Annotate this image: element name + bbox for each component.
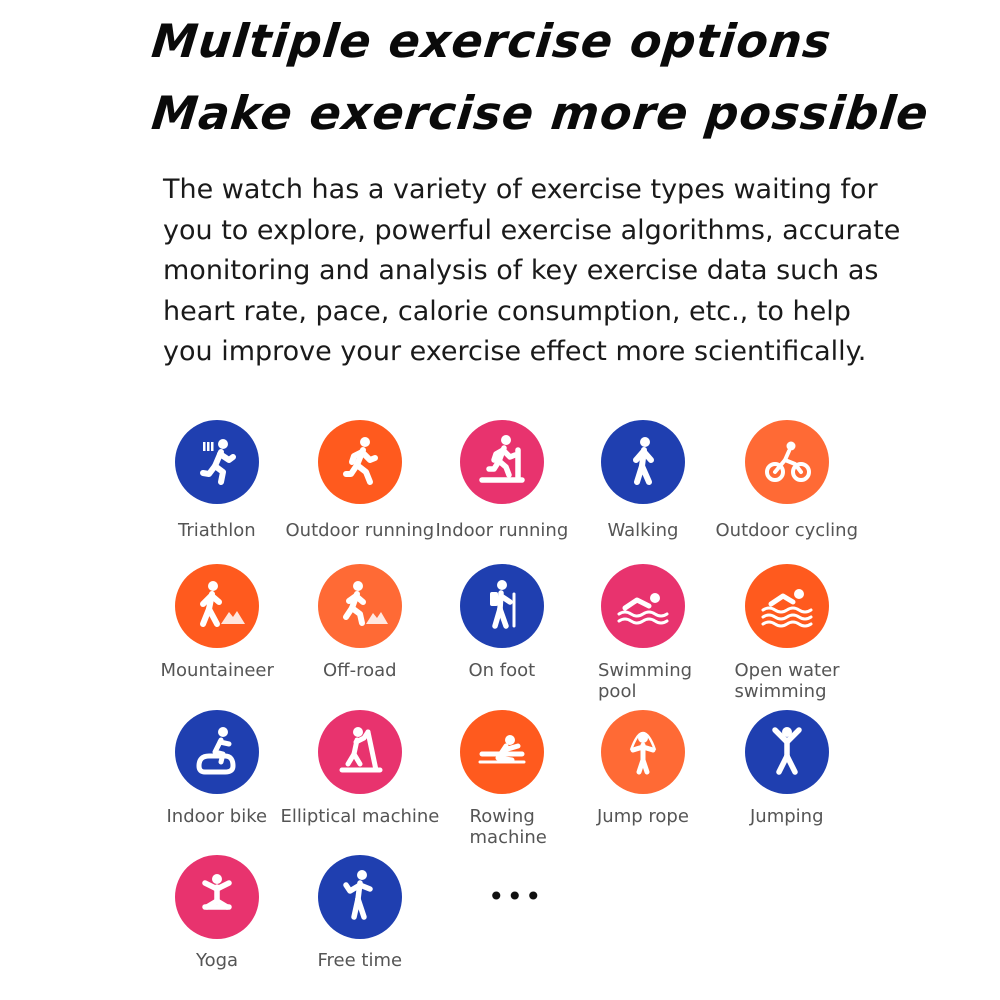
exercise-mode-label-line: Open water xyxy=(734,660,840,681)
exercise-mode-label-line: Elliptical machine xyxy=(280,806,440,827)
exercise-mode-label xyxy=(597,806,689,827)
open-water-swimmer-icon xyxy=(745,564,829,648)
description-line: monitoring and analysis of key exercise data such as xyxy=(163,255,879,286)
triathlon-runner-icon xyxy=(175,420,259,504)
exercise-mode-label xyxy=(323,660,397,681)
exercise-mode-label xyxy=(436,520,569,541)
elliptical-icon xyxy=(318,710,402,794)
exercise-mode-label-line: swimming xyxy=(734,681,827,702)
exercise-mode-label xyxy=(161,660,274,681)
exercise-mode-label-line: Yoga xyxy=(196,950,239,971)
exercise-mode-indoor-bike-circle xyxy=(175,710,259,794)
description-line: you to explore, powerful exercise algorithms, accurate xyxy=(163,214,901,246)
exercise-mode-label xyxy=(318,950,403,971)
exercise-mode-label-line: Mountaineer xyxy=(160,660,274,681)
free-exercise-icon xyxy=(318,855,402,939)
jumping-jack-icon xyxy=(745,710,829,794)
exercise-mode-label-line: Swimming xyxy=(598,660,693,681)
exercise-mode-on-foot-circle xyxy=(460,564,544,648)
exercise-mode-label xyxy=(167,806,268,827)
exercise-mode-jump-rope-circle xyxy=(601,710,685,794)
indoor-bike-icon xyxy=(175,710,259,794)
description-line: heart rate, pace, calorie consumption, etc., to help xyxy=(163,295,851,327)
exercise-mode-label-line: Outdoor running xyxy=(285,520,435,541)
trail-runner-icon xyxy=(318,564,402,648)
exercise-mode-label xyxy=(196,950,238,971)
exercise-mode-label-line: Indoor running xyxy=(435,520,569,541)
exercise-mode-indoor-running-circle xyxy=(460,420,544,504)
exercise-mode-free-time-circle xyxy=(318,855,402,939)
exercise-mode-label xyxy=(286,520,435,541)
exercise-mode-label xyxy=(178,520,256,541)
exercise-mode-label xyxy=(281,806,440,827)
exercise-mode-label-line: Jump rope xyxy=(597,806,689,827)
description-line: The watch has a variety of exercise types waiting for xyxy=(163,174,878,205)
exercise-mode-outdoor-cycling-circle xyxy=(745,420,829,504)
exercise-mode-label xyxy=(469,660,536,681)
exercise-mode-jumping-circle xyxy=(745,710,829,794)
exercise-mode-open-water-circle xyxy=(745,564,829,648)
exercise-mode-label xyxy=(735,660,840,702)
hiker-icon xyxy=(460,564,544,648)
exercise-mode-label xyxy=(608,520,679,541)
exercise-mode-label-line: Free time xyxy=(317,950,403,971)
exercise-mode-label xyxy=(716,520,859,541)
exercise-mode-label xyxy=(470,806,547,848)
exercise-mode-yoga-circle xyxy=(175,855,259,939)
exercise-mode-label-line: Rowing xyxy=(469,806,535,827)
exercise-mode-label-line: Jumping xyxy=(750,806,824,827)
exercise-mode-rowing-circle xyxy=(460,710,544,794)
runner-icon xyxy=(318,420,402,504)
exercise-mode-elliptical-machine-circle xyxy=(318,710,402,794)
exercise-mode-label-line: Off-road xyxy=(323,660,397,681)
more-modes-ellipsis: ••• xyxy=(488,880,544,913)
exercise-mode-label-line: Walking xyxy=(607,520,679,541)
headline-line-1: Multiple exercise options xyxy=(149,14,835,68)
exercise-mode-outdoor-running-circle xyxy=(318,420,402,504)
exercise-mode-triathlon-circle xyxy=(175,420,259,504)
cyclist-icon xyxy=(745,420,829,504)
exercise-mode-mountaineer-circle xyxy=(175,564,259,648)
swimmer-icon xyxy=(601,564,685,648)
exercise-mode-label-line: pool xyxy=(598,681,637,702)
exercise-mode-label-line: machine xyxy=(469,827,547,848)
exercise-mode-label xyxy=(598,660,692,702)
walker-icon xyxy=(601,420,685,504)
exercise-mode-label-line: Outdoor cycling xyxy=(715,520,858,541)
jump-rope-icon xyxy=(601,710,685,794)
headline-line-2: Make exercise more possible xyxy=(149,86,932,140)
exercise-mode-walking-circle xyxy=(601,420,685,504)
exercise-mode-label-line: Triathlon xyxy=(178,520,256,541)
exercise-mode-swimming-circle xyxy=(601,564,685,648)
mountaineer-icon xyxy=(175,564,259,648)
yoga-icon xyxy=(175,855,259,939)
exercise-mode-label-line: On foot xyxy=(468,660,536,681)
treadmill-icon xyxy=(460,420,544,504)
rower-icon xyxy=(460,710,544,794)
exercise-mode-label-line: Indoor bike xyxy=(166,806,268,827)
exercise-mode-label xyxy=(750,806,824,827)
exercise-mode-off-road-circle xyxy=(318,564,402,648)
description-line: you improve your exercise effect more scientifically. xyxy=(163,336,867,367)
description xyxy=(163,170,933,373)
